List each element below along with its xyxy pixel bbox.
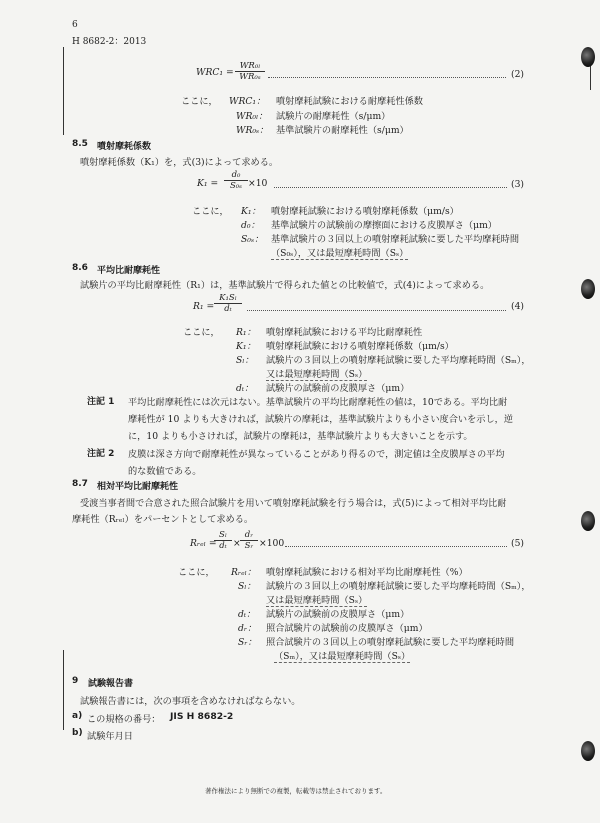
eq5-lhs: Rᵣₑₗ = xyxy=(190,538,217,549)
def-text: 噴射摩耗試験における耐摩耗性係数 xyxy=(276,96,423,107)
def-text: 噴射摩耗試験における噴射摩耗係数（μm/s） xyxy=(266,341,454,352)
def-symbol: S₀ₛ： xyxy=(241,234,264,245)
def-text-continued: （S₀ₛ），又は最短摩耗時間（Sₛ） xyxy=(271,245,408,260)
section-8-5-body: 噴射摩耗係数（K₁）を，式(3)によって求める。 xyxy=(80,157,279,168)
eq5-number: (5) xyxy=(511,538,525,549)
def-symbol: Sₗ： xyxy=(238,581,256,592)
eq3-denominator: S₀ₛ xyxy=(229,181,243,191)
punch-hole xyxy=(581,279,595,299)
eq3-fraction xyxy=(224,170,248,191)
section-8-7-number: 8.7 xyxy=(72,479,88,489)
eq4-lhs: R₁ = xyxy=(193,301,215,312)
section-8-6-title: 平均比耐摩耗性 xyxy=(97,266,161,276)
punch-hole xyxy=(581,741,595,761)
eq3-number: (3) xyxy=(511,179,525,190)
def-symbol: WRC₁： xyxy=(229,96,266,107)
def-text: 試験片の３回以上の噴射摩耗試験に要した平均摩耗時間（Sₘ）， xyxy=(266,581,531,592)
eq3-numerator: d₀ xyxy=(224,170,248,181)
def-text-continued: （Sₘ），又は最短摩耗時間（Sₛ） xyxy=(274,648,410,663)
def-text: 試験片の３回以上の噴射摩耗試験に要した平均摩耗時間（Sₘ）， xyxy=(266,355,531,366)
def-text: 試験片の試験前の皮膜厚さ（μm） xyxy=(266,383,410,394)
section-9-body: 試験報告書には，次の事項を含めなければならない。 xyxy=(80,696,301,707)
def-text-continued: 又は最短摩耗時間（Sₛ） xyxy=(266,366,367,381)
where-label: ここに， xyxy=(181,96,218,107)
def-text: 基準試験片の３回以上の噴射摩耗試験に要した平均摩耗時間 xyxy=(271,234,520,245)
page-number: 6 xyxy=(72,20,78,30)
def-text: 噴射摩耗試験における平均比耐摩耗性 xyxy=(266,327,423,338)
list-item: この規格の番号： xyxy=(87,714,161,725)
def-symbol: Sᵣ： xyxy=(238,637,257,648)
leader-dots xyxy=(247,310,506,311)
revision-bar xyxy=(63,47,64,135)
eq2-lhs: WRC₁ = xyxy=(196,67,234,78)
section-8-5-title: 噴射摩耗係数 xyxy=(97,142,152,152)
def-symbol: dᵣ： xyxy=(238,623,257,634)
def-text: 基準試験片の試験前の摩擦面における皮膜厚さ（μm） xyxy=(271,220,497,231)
def-text-continued: 又は最短摩耗時間（Sₛ） xyxy=(266,592,367,607)
section-8-7-body: 摩耗性（Rᵣₑₗ）をパーセントとして求める。 xyxy=(72,514,254,525)
eq5-fraction-2 xyxy=(240,530,258,551)
punch-hole xyxy=(581,511,595,531)
eq2-number: (2) xyxy=(511,69,525,80)
eq5-denominator-2: Sᵣ xyxy=(244,541,254,551)
where-label: ここに， xyxy=(178,567,215,578)
def-text: 試験片の耐摩耗性（s/μm） xyxy=(276,111,391,122)
note-1-text: 平均比耐摩耗性には次元はない。基準試験片の平均比耐摩耗性の値は，10である。平均比耐 xyxy=(128,397,508,408)
note-1-text: 摩耗性が 10 よりも大きければ，試験片の摩耗は，基準試験片よりも小さい度合いを示し，逆 xyxy=(128,414,514,425)
eq5-numerator-2: dᵣ xyxy=(240,530,258,541)
def-symbol: d₀： xyxy=(241,220,260,231)
eq5-denominator-1: dₜ xyxy=(219,541,227,551)
eq5-times: × xyxy=(233,538,241,549)
section-9-title: 試験報告書 xyxy=(88,679,134,689)
def-symbol: K₁： xyxy=(241,206,261,217)
eq5-fraction-1 xyxy=(214,530,232,551)
eq2-fraction xyxy=(235,61,265,82)
section-8-6-number: 8.6 xyxy=(72,263,88,273)
eq5-numerator-1: Sₗ xyxy=(214,530,232,541)
eq4-numerator: K₁Sₗ xyxy=(214,293,242,304)
def-symbol: Rᵣₑₗ： xyxy=(231,567,257,578)
eq4-fraction xyxy=(214,293,242,314)
def-symbol: Sₗ： xyxy=(236,355,254,366)
def-symbol: K₁： xyxy=(236,341,256,352)
where-label: ここに， xyxy=(183,327,220,338)
def-text: 試験片の試験前の皮膜厚さ（μm） xyxy=(266,609,410,620)
list-item-bold: JIS H 8682-2 xyxy=(170,711,234,722)
note-2-text: 的な数値である。 xyxy=(128,466,202,477)
where-label: ここに， xyxy=(192,206,229,217)
section-8-7-title: 相対平均比耐摩耗性 xyxy=(97,482,179,492)
note-1-text: に，10 よりも小さければ，試験片の摩耗は，基準試験片よりも大きいことを示す。 xyxy=(128,431,473,442)
eq5-tail: ×100 xyxy=(259,538,285,549)
def-text: 照合試験片の３回以上の噴射摩耗試験に要した平均摩耗時間 xyxy=(266,637,515,648)
note-2-label: 注記 2 xyxy=(87,449,115,459)
standard-code: H 8682-2：2013 xyxy=(72,37,147,47)
eq2-denominator: WR₀ₛ xyxy=(239,72,261,82)
def-text: 照合試験片の試験前の皮膜厚さ（μm） xyxy=(266,623,428,634)
note-2-text: 皮膜は深さ方向で耐摩耗性が異なっていることがあり得るので，測定値は全皮膜厚さの平均 xyxy=(128,449,505,460)
list-item-marker: b) xyxy=(72,728,83,738)
def-symbol: dₜ： xyxy=(236,383,254,394)
def-text: 噴射摩耗試験における相対平均比耐摩耗性（%） xyxy=(266,567,468,578)
punch-hole xyxy=(581,47,595,67)
eq4-number: (4) xyxy=(511,301,525,312)
leader-dots xyxy=(268,77,506,78)
leader-dots xyxy=(285,546,507,547)
revision-bar xyxy=(63,650,64,730)
list-item-marker: a) xyxy=(72,711,83,721)
section-8-7-body: 受渡当事者間で合意された照合試験片を用いて噴射摩耗試験を行う場合は，式(5)によって相対平均比耐 xyxy=(80,498,507,509)
def-symbol: R₁： xyxy=(236,327,256,338)
section-9-number: 9 xyxy=(72,676,79,686)
eq3-tail: ×10 xyxy=(248,178,268,189)
leader-dots xyxy=(274,187,507,188)
def-text: 基準試験片の耐摩耗性（s/μm） xyxy=(276,125,409,136)
note-1-label: 注記 1 xyxy=(87,397,115,407)
eq2-numerator: WR₀ₗ xyxy=(235,61,265,72)
def-text: 噴射摩耗試験における噴射摩耗係数（μm/s） xyxy=(271,206,459,217)
def-symbol: WR₀ₗ： xyxy=(236,111,268,122)
list-item: 試験年月日 xyxy=(87,731,133,742)
eq4-denominator: dₜ xyxy=(224,304,232,314)
section-8-6-body: 試験片の平均比耐摩耗性（R₁）は，基準試験片で得られた値との比較値で，式(4)によって求める。 xyxy=(80,280,490,291)
def-symbol: WR₀ₛ： xyxy=(236,125,269,136)
section-8-5-number: 8.5 xyxy=(72,139,88,149)
eq3-lhs: K₁ = xyxy=(197,178,219,189)
def-symbol: dₜ： xyxy=(238,609,256,620)
copyright-footer: 著作権法により無断での複製，転載等は禁止されております。 xyxy=(205,787,387,795)
